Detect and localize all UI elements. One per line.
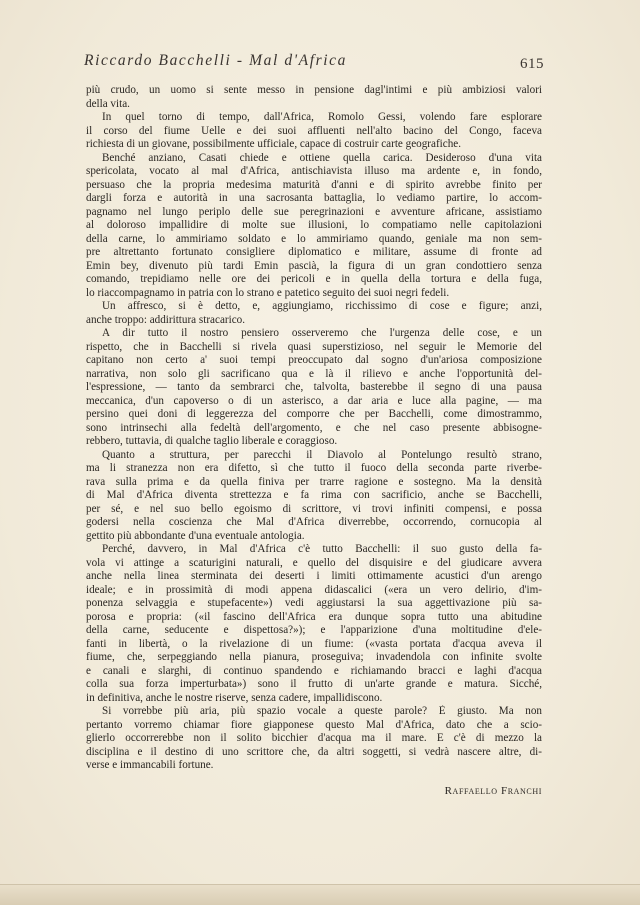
text-line: meccanica, d'un capoverso o di un asterisco, a dar aria e luce alla pagine, — ma [86,394,542,407]
article-body [86,84,542,773]
text-line: lo riaccompagnamo in patria con lo strano e patetico seguito dei suoi negri fedeli. [86,286,450,299]
text-line: ponenza selvaggia e stupefacente») vedi aggiustarsi la sua aggettivazione più sa- [86,597,542,609]
text-line: dargli forza e autorità in una sacrosanta battaglia, lo vediamo partire, lo accom- [86,192,542,204]
text-line: richiesta di un giovane, possibilmente ufficiale, capace di costruir carte geografiche. [86,138,462,150]
author-signature: Raffaello Franchi [444,785,542,797]
text-line: al doloroso impallidire di molte sue illusioni, lo compatiamo nelle capitolazioni [86,219,542,231]
text-line: capitano non certo a' suoi tempi preoccupato dal sogno d'un'ariosa composizione [86,354,542,366]
text-line: della carne, lo ammiriamo soldato e lo ammiriamo quando, geniale ma non sem- [86,232,542,245]
text-line: rispetto, che in Bacchelli si rivela quasi superstizioso, nel seguir le Memorie del [86,340,542,353]
text-line: persuaso che la propria medesima maturità d'anni e di spirito avrebbe finito per [86,178,542,191]
text-line: A dir tutto il nostro pensiero osserveremo che l'urgenza delle cose, e un [102,327,542,339]
text-line: ma li stranezza non era difetto, sì che tutto il fuoco della seconda parte riverbe- [86,462,542,474]
text-line: gettito più abbondante d'una eventuale antologia. [86,529,305,542]
text-line: più crudo, un uomo si sente messo in pensione dagl'intimi e più ambiziosi valori [86,84,542,96]
text-line: e canali e slarghi, di continuo spandendo e richiamando bracci e laghi d'acqua [86,664,542,677]
text-line: Si vorrebbe più aria, più spazio vocale a queste parole? È giusto. Ma non [102,705,542,717]
text-line: pre altrettanto fortunato consigliere diplomatico e militare, assume di fronte ad [86,246,542,258]
text-line: In quel torno di tempo, dall'Africa, Romolo Gessi, volendo fare esplorare [102,111,542,123]
text-line: comando, trepidiamo nelle ore dei pericoli e in quella della tortura e della fuga, [86,273,542,285]
text-line: glierlo occorrerebbe non il solito bicchier d'acqua ma il mare. E c'è di mezzo la [86,732,542,744]
text-line: rebbero, tuttavia, di qualche taglio liberale e coraggioso. [86,435,338,447]
text-line: persino quei doni di leggerezza del comporre che per Bacchelli, come dimostrammo, [86,408,542,420]
text-line: di Mal d'Africa diventa strettezza e fa rima con sacrificio, anche se Bacchelli, [86,489,542,501]
text-line: sono intrinsechi alla fedeltà dell'argomento, e che nel caso presente abbisogne- [86,421,542,434]
text-line: l'espressione, — tanto da sembrarci che, talvolta, basterebbe il segno di una pausa [86,381,542,393]
text-line: per sé, e nel suo bello egoismo di scrittore, vi trovi infiniti compensi, e possa [86,502,542,515]
text-line: il corso del fiume Uelle e dei suoi affluenti nell'alto bacino del Congo, faceva [86,124,542,137]
text-line: Perché, davvero, in Mal d'Africa c'è tutto Bacchelli: il suo gusto della fa- [102,543,542,555]
page-number: 615 [520,56,544,72]
text-line: pertanto vorremo chiamar fiore giapponese questo Mal d'Africa, dato che a scio- [86,718,542,731]
text-line: ideale; e in prossimità di modi appena didascalici («era un vero delirio, d'im- [86,583,542,596]
running-title: Riccardo Bacchelli - Mal d'Africa [84,52,348,69]
text-line: colla sua forza imperturbata») sono il frutto di un'arte grande e matura. Sicché, [86,678,542,690]
text-line: anche troppo: addirittura stracarico. [86,313,245,326]
text-line: verse e immancabili fortune. [86,759,214,771]
text-line: spericolata, vocato al mal d'Africa, antischiavista illuso ma ardente e, in fondo, [86,165,542,177]
text-line: fiume, che, serpeggiando nella pianura, proseguiva; invadendola con infinite svolte [86,651,542,663]
text-line: Emin bey, divenuto più tardi Emin pascià, la figura di un gran condottiero senza [86,259,542,272]
text-line: fanti in libertà, o la rivelazione di un fiume: («vasta portata d'acqua aveva il [86,637,542,650]
text-line: disciplina e il destino di uno scrittore che, da altri soggetti, si vedrà nascere altre, di- [86,745,542,758]
text-line: Benché anziano, Casati chiede e ottiene quella carica. Desideroso d'una vita [102,151,542,164]
text-line: della vita. [86,97,130,110]
text-line: anche nella linea sterminata dei deserti i limiti ottimamente acustici d'un arengo [86,570,542,582]
text-line: rava sulla prima e da quella finiva per trarre ragione e sostegno. Ma la densità [86,475,542,488]
text-line: narrativa, non solo gli sacrificano qua e là il rilievo e anche l'opportunità del- [86,367,542,380]
page-edge [0,884,640,905]
text-line: in definitiva, anche le nostre riserve, senza cadere, impallidiscono. [86,691,383,704]
text-line: vola vi attinge a scaturigini naturali, e quello del disquisire e del giudicare avvera [86,556,542,569]
text-line: porosa e propria: («il fascino dell'Africa era dunque sopra tutto una abitudine [86,610,542,623]
text-line: godersi nella coscienza che Mal d'Africa diverrebbe, occorrendo, cornucopia al [86,516,542,528]
text-line: Quanto a struttura, per parecchi il Diavolo al Pontelungo resultò strano, [102,448,542,461]
text-line: pagnamo nel lungo periplo delle sue peregrinazioni e avventure africane, assistiamo [86,205,542,218]
text-line: della carne, seducente e dispettosa?»); e l'apparizione d'una moltitudine d'ele- [86,624,542,636]
text-line: Un affresco, si è detto, e, aggiungiamo, ricchissimo di cose e figure; anzi, [102,300,542,312]
